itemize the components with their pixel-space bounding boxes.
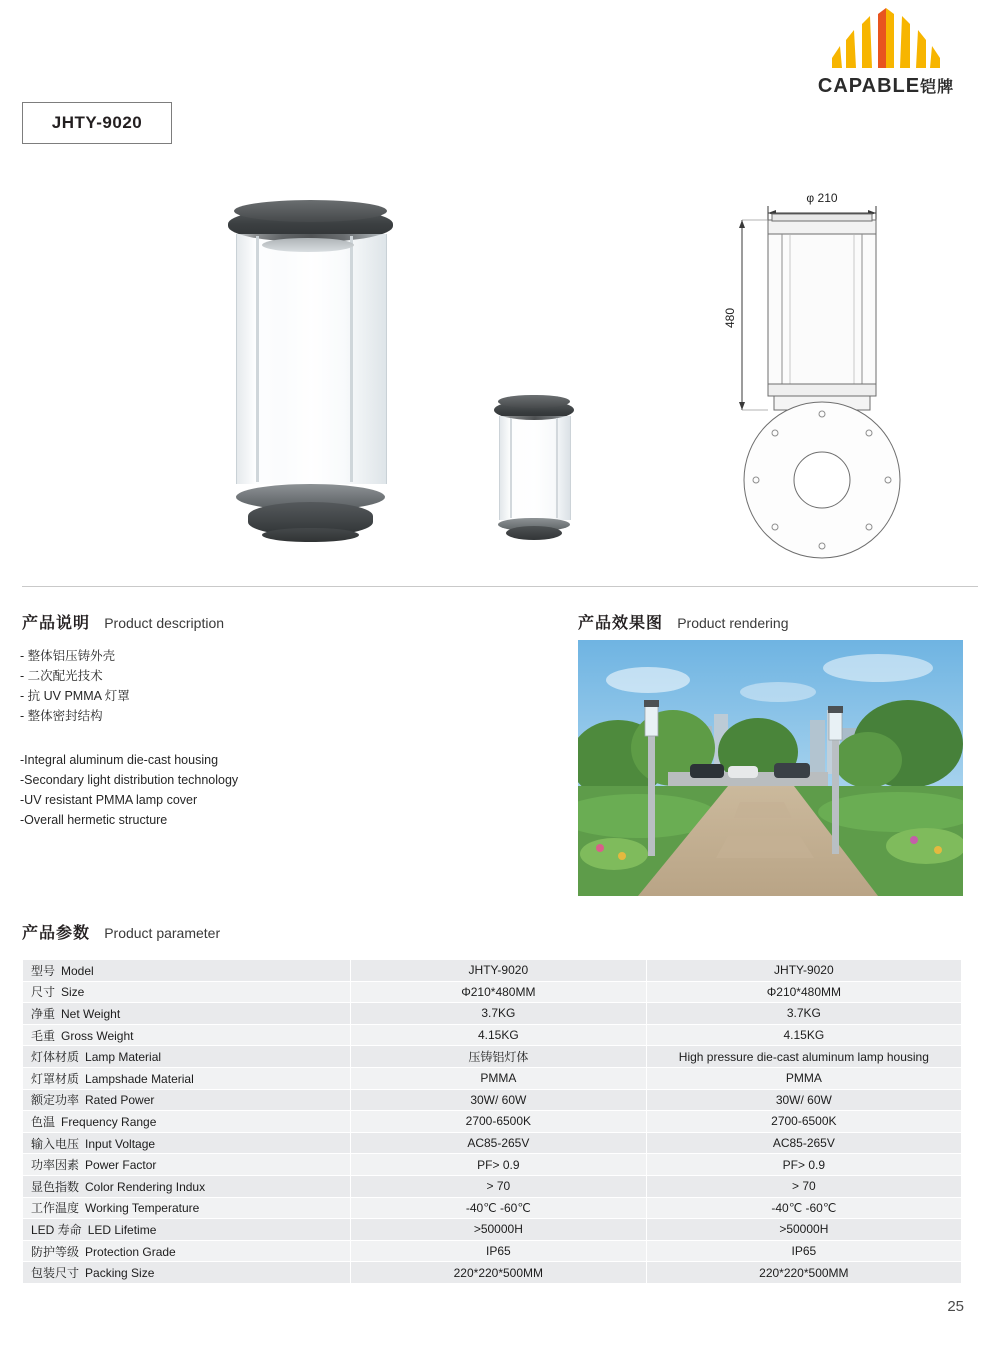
parameter-value-cn: PF> 0.9 (350, 1154, 646, 1176)
parameter-value-en: 4.15KG (646, 1024, 961, 1046)
parameter-label-cn: 毛重 (31, 1028, 56, 1043)
parameter-label-en: Protection Grade (85, 1244, 176, 1259)
lamp-small-base (506, 526, 562, 540)
lamp-small-edge-right (556, 418, 558, 518)
section-heading-description-en: Product description (104, 615, 225, 631)
parameter-value-en: PMMA (646, 1067, 961, 1089)
table-row (23, 1262, 962, 1284)
table-row (23, 1111, 962, 1133)
parameter-value-en: PF> 0.9 (646, 1154, 961, 1176)
section-heading-description-cn: 产品说明 (22, 615, 91, 632)
lamp-base-bottom (262, 528, 359, 542)
parameter-label (23, 1262, 351, 1284)
parameter-label (23, 1197, 351, 1219)
brand-name-en: CAPABLE (817, 75, 921, 97)
parameter-label-cn: LED 寿命 (31, 1222, 82, 1237)
parameter-value-en: 2700-6500K (646, 1111, 961, 1133)
parameter-label (23, 960, 351, 982)
lamp-cap-top (234, 200, 387, 222)
parameter-label-en: Power Factor (85, 1158, 157, 1173)
parameter-value-cn: 30W/ 60W (350, 1089, 646, 1111)
parameter-label (23, 1175, 351, 1197)
lamp-small-edge-left (510, 418, 512, 518)
parameter-label (23, 1089, 351, 1111)
product-rendering-image (578, 640, 963, 896)
parameter-label-en: Model (61, 963, 94, 978)
list-item: - 整体密封结构 (20, 709, 103, 723)
list-item: - 抗 UV PMMA 灯罩 (20, 689, 130, 703)
table-row (23, 1197, 962, 1219)
svg-text:480: 480 (723, 307, 737, 329)
parameter-value-en: 30W/ 60W (646, 1089, 961, 1111)
section-heading-rendering-en: Product rendering (677, 615, 789, 631)
parameter-value-cn: -40℃ -60℃ (350, 1197, 646, 1219)
parameter-label-en: Rated Power (85, 1093, 155, 1108)
parameter-value-cn: 4.15KG (350, 1024, 646, 1046)
parameter-value-en: 220*220*500MM (646, 1262, 961, 1284)
parameter-label (23, 1024, 351, 1046)
parameter-value-en: -40℃ -60℃ (646, 1197, 961, 1219)
table-row (23, 1067, 962, 1089)
parameter-table (22, 959, 962, 1284)
parameter-label-en: Color Rendering Indux (85, 1179, 206, 1194)
list-item: - 整体铝压铸外壳 (20, 649, 116, 663)
parameter-label (23, 1003, 351, 1025)
parameter-label-cn: 灯体材质 (31, 1050, 80, 1065)
parameter-label-cn: 功率因素 (31, 1158, 80, 1173)
parameter-value-en: AC85-265V (646, 1132, 961, 1154)
parameter-label-en: Lampshade Material (85, 1071, 194, 1086)
parameter-label (23, 1219, 351, 1241)
table-row (23, 1175, 962, 1197)
parameter-label (23, 1111, 351, 1133)
parameter-value-cn: IP65 (350, 1240, 646, 1262)
technical-drawing (690, 170, 970, 570)
product-photo-small (494, 392, 574, 540)
list-item: -Overall hermetic structure (20, 813, 168, 827)
parameter-label-cn: 灯罩材质 (31, 1071, 80, 1086)
parameter-value-cn: 2700-6500K (350, 1111, 646, 1133)
description-list-cn (20, 646, 130, 726)
parameter-label-cn: 防护等级 (31, 1244, 80, 1259)
parameter-value-cn: JHTY-9020 (350, 960, 646, 982)
table-row (23, 1024, 962, 1046)
list-item: - 二次配光技术 (20, 669, 103, 683)
parameter-value-en: Φ210*480MM (646, 981, 961, 1003)
parameter-label-en: Net Weight (61, 1006, 121, 1021)
parameter-value-cn: 220*220*500MM (350, 1262, 646, 1284)
parameter-label-cn: 额定功率 (31, 1093, 80, 1108)
product-photo-large (228, 192, 393, 532)
table-row (23, 960, 962, 982)
parameter-value-en: High pressure die-cast aluminum lamp housing (646, 1046, 961, 1068)
parameter-label (23, 1046, 351, 1068)
svg-text:φ 210: φ 210 (806, 191, 838, 205)
section-divider (22, 586, 978, 587)
section-heading-rendering-cn: 产品效果图 (578, 615, 664, 632)
table-row (23, 1154, 962, 1176)
table-row (23, 1003, 962, 1025)
page-number: 25 (947, 1298, 964, 1315)
parameter-label-cn: 工作温度 (31, 1201, 80, 1216)
parameter-label-cn: 净重 (31, 1006, 56, 1021)
parameter-value-en: 3.7KG (646, 1003, 961, 1025)
table-row (23, 1046, 962, 1068)
list-item: -UV resistant PMMA lamp cover (20, 793, 198, 807)
parameter-label-en: Input Voltage (85, 1136, 156, 1151)
parameter-label-en: Size (61, 985, 85, 1000)
sunburst-logo-icon (826, 8, 946, 70)
parameter-label (23, 1154, 351, 1176)
parameter-label-en: LED Lifetime (87, 1222, 157, 1237)
parameter-label-cn: 输入电压 (31, 1136, 80, 1151)
parameter-value-cn: PMMA (350, 1067, 646, 1089)
parameter-label (23, 1240, 351, 1262)
parameter-label-en: Gross Weight (61, 1028, 134, 1043)
table-row (23, 1240, 962, 1262)
product-photo-area (0, 170, 1000, 570)
section-heading-parameter (22, 920, 220, 943)
parameter-label (23, 1132, 351, 1154)
parameter-value-cn: >50000H (350, 1219, 646, 1241)
parameter-label (23, 1067, 351, 1089)
section-heading-parameter-cn: 产品参数 (22, 925, 91, 942)
parameter-value-cn: 压铸铝灯体 (350, 1046, 646, 1068)
parameter-value-cn: Φ210*480MM (350, 981, 646, 1003)
section-heading-parameter-en: Product parameter (104, 925, 221, 941)
parameter-value-en: JHTY-9020 (646, 960, 961, 982)
parameter-label-cn: 色温 (31, 1114, 56, 1129)
section-heading-rendering (578, 610, 788, 633)
parameter-label-en: Frequency Range (61, 1114, 157, 1129)
parameter-label-cn: 包装尺寸 (31, 1266, 80, 1281)
parameter-label-cn: 型号 (31, 963, 56, 978)
parameter-label (23, 981, 351, 1003)
section-heading-description (22, 610, 224, 633)
parameter-value-en: >50000H (646, 1219, 961, 1241)
parameter-value-en: > 70 (646, 1175, 961, 1197)
table-row (23, 1089, 962, 1111)
parameter-label-en: Working Temperature (85, 1201, 200, 1216)
brand-logo (806, 8, 966, 98)
list-item: -Secondary light distribution technology (20, 773, 239, 787)
brand-name (806, 74, 966, 98)
table-row (23, 1219, 962, 1241)
parameter-label-en: Packing Size (85, 1266, 155, 1281)
lamp-tube-edge-left (256, 236, 259, 482)
parameter-label-en: Lamp Material (85, 1050, 162, 1065)
parameter-value-cn: 3.7KG (350, 1003, 646, 1025)
table-row (23, 1132, 962, 1154)
list-item: -Integral aluminum die-cast housing (20, 753, 219, 767)
parameter-value-cn: > 70 (350, 1175, 646, 1197)
parameter-label-cn: 显色指数 (31, 1179, 80, 1194)
lamp-tube-edge-right (350, 236, 353, 482)
lamp-led-plate (262, 238, 354, 252)
brand-name-cn: 铠牌 (920, 79, 955, 96)
parameter-label-cn: 尺寸 (31, 985, 56, 1000)
parameter-value-en: IP65 (646, 1240, 961, 1262)
table-row (23, 981, 962, 1003)
description-list-en (20, 750, 238, 830)
lamp-small-cap-top (498, 395, 570, 408)
parameter-value-cn: AC85-265V (350, 1132, 646, 1154)
model-badge: JHTY-9020 (22, 102, 172, 144)
